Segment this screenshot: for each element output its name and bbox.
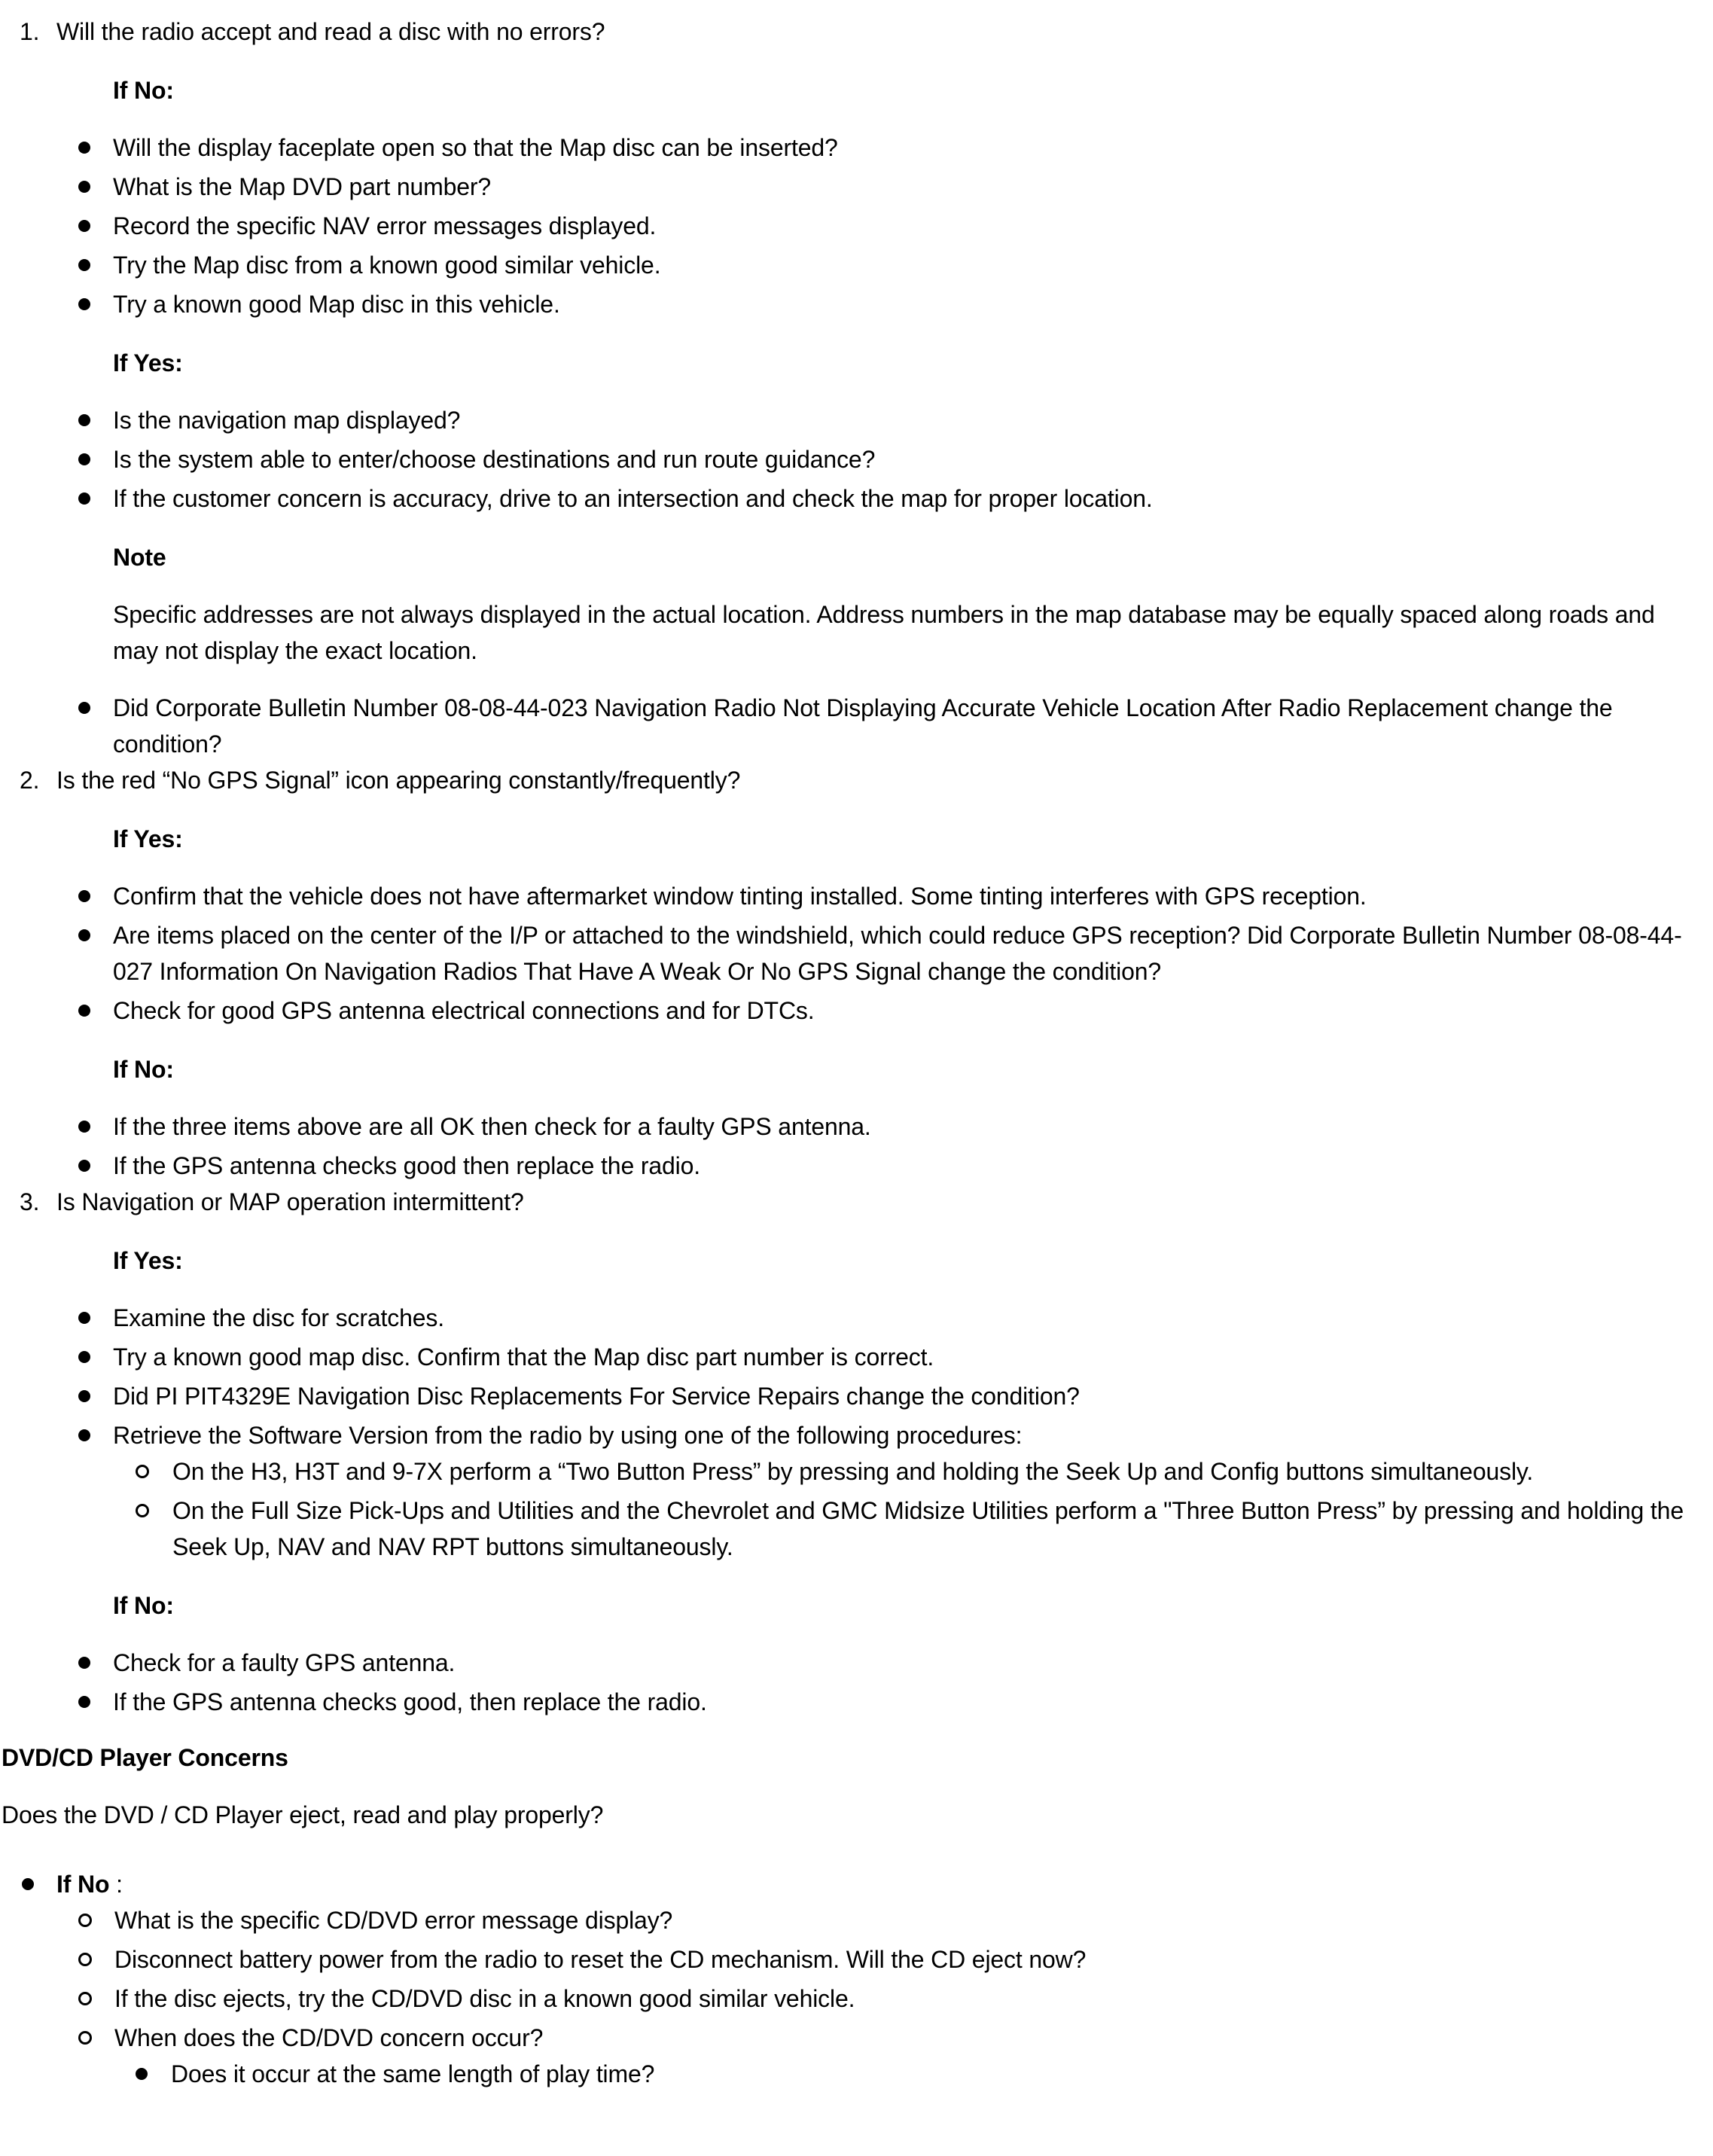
list-item-text: On the H3, H3T and 9-7X perform a “Two Button Press” by pressing and holding the Seek Up and Config buttons simultaneously. — [172, 1458, 1534, 1485]
bullet-list — [0, 1645, 1699, 1720]
disc-bullet-icon — [78, 890, 90, 902]
numbered-question — [0, 14, 1699, 50]
list-item — [0, 169, 1699, 205]
question-text: Will the radio accept and read a disc with no errors? — [56, 18, 605, 45]
list-item — [0, 2056, 1699, 2092]
list-item-text: Does it occur at the same length of play time? — [171, 2060, 655, 2087]
list-item-text: Confirm that the vehicle does not have aftermarket window tinting installed. Some tinting interferes with GPS reception. — [113, 883, 1367, 910]
list-item-text: Record the specific NAV error messages displayed. — [113, 212, 657, 239]
list-item-text: Try a known good map disc. Confirm that the Map disc part number is correct. — [113, 1343, 934, 1371]
bullet-list — [0, 1300, 1699, 1453]
disc-bullet-icon — [78, 1121, 90, 1133]
label-suffix: : — [109, 1871, 123, 1898]
list-item-text: Try the Map disc from a known good similar vehicle. — [113, 252, 661, 279]
list-item-text: Examine the disc for scratches. — [113, 1304, 444, 1331]
section-header: If Yes: — [113, 1247, 183, 1274]
bullet-list — [0, 1866, 1699, 1902]
list-item — [0, 1981, 1699, 2017]
disc-bullet-icon — [78, 702, 90, 714]
circle-bullet-icon — [78, 1914, 92, 1927]
circle-bullet-icon — [78, 1953, 92, 1966]
disc-bullet-icon — [78, 492, 90, 505]
circle-bullet-icon — [78, 1992, 92, 2005]
list-item — [0, 1902, 1699, 1938]
list-item — [0, 2020, 1699, 2056]
list-item-text: Will the display faceplate open so that the Map disc can be inserted? — [113, 134, 838, 161]
list-item-text: Did PI PIT4329E Navigation Disc Replacements For Service Repairs change the condition? — [113, 1383, 1080, 1410]
list-item — [0, 1417, 1699, 1453]
list-item-text: When does the CD/DVD concern occur? — [114, 2024, 544, 2051]
list-item-text: Is the navigation map displayed? — [113, 407, 461, 434]
disc-bullet-icon — [78, 259, 90, 271]
numbered-question — [0, 1184, 1699, 1220]
list-item — [0, 480, 1699, 517]
question-paragraph: Does the DVD / CD Player eject, read and play properly? — [2, 1801, 604, 1828]
list-item-text: Check for a faulty GPS antenna. — [113, 1649, 456, 1676]
list-item — [0, 1108, 1699, 1145]
list-item-text: Check for good GPS antenna electrical connections and for DTCs. — [113, 997, 815, 1024]
list-item — [0, 878, 1699, 914]
list-item — [0, 247, 1699, 283]
list-item — [0, 1493, 1699, 1565]
list-item-text: Retrieve the Software Version from the radio by using one of the following procedures: — [113, 1422, 1023, 1449]
list-item-text: If the GPS antenna checks good then replace the radio. — [113, 1152, 700, 1179]
note-paragraph: Specific addresses are not always displayed in the actual location. Address numbers in the map database may be equally spaced along roads and may not display the exact location. — [113, 601, 1655, 664]
bullet-list — [0, 1902, 1699, 2056]
section-header: If No: — [113, 1592, 174, 1619]
list-number: 1. — [20, 18, 40, 45]
disc-bullet-icon — [22, 1878, 34, 1890]
circle-bullet-icon — [136, 1465, 149, 1478]
disc-bullet-icon — [78, 453, 90, 465]
list-item — [0, 1300, 1699, 1336]
list-item — [0, 993, 1699, 1029]
bullet-list — [0, 1108, 1699, 1184]
disc-bullet-icon — [78, 1696, 90, 1708]
list-item-text: If the disc ejects, try the CD/DVD disc in a known good similar vehicle. — [114, 1985, 855, 2012]
numbered-question — [0, 762, 1699, 798]
disc-bullet-icon — [78, 298, 90, 310]
disc-bullet-icon — [78, 220, 90, 232]
bullet-list — [0, 1453, 1699, 1565]
list-item — [0, 1684, 1699, 1720]
question-text: Is Navigation or MAP operation intermittent? — [56, 1188, 524, 1215]
list-item-text: On the Full Size Pick-Ups and Utilities and the Chevrolet and GMC Midsize Utilities perform a "Three Button Press” by pressing and holding the Seek Up, NAV and NAV RPT buttons simultaneously. — [172, 1497, 1684, 1560]
list-item — [0, 402, 1699, 438]
list-item — [0, 1148, 1699, 1184]
list-item-text: If the customer concern is accuracy, drive to an intersection and check the map for proper location. — [113, 485, 1153, 512]
list-item-text: If the GPS antenna checks good, then replace the radio. — [113, 1688, 707, 1715]
disc-bullet-icon — [78, 1390, 90, 1402]
section-header: Note — [113, 544, 166, 571]
list-item-text: Did Corporate Bulletin Number 08-08-44-023 Navigation Radio Not Displaying Accurate Vehicle Location After Radio Replacement change the condition? — [113, 694, 1613, 758]
disc-bullet-icon — [78, 1429, 90, 1441]
disc-bullet-icon — [78, 1351, 90, 1363]
bold-label: If No — [56, 1871, 110, 1898]
list-item — [0, 208, 1699, 244]
list-item — [0, 1378, 1699, 1414]
list-item-text: What is the Map DVD part number? — [113, 173, 492, 200]
list-item — [0, 1866, 1699, 1902]
list-item-text: Try a known good Map disc in this vehicle. — [113, 291, 560, 318]
bullet-list — [0, 690, 1699, 762]
disc-bullet-icon — [78, 1657, 90, 1669]
list-item-text: Disconnect battery power from the radio to reset the CD mechanism. Will the CD eject now? — [114, 1946, 1087, 1973]
list-item-text: If the three items above are all OK then check for a faulty GPS antenna. — [113, 1113, 871, 1140]
section-header: If Yes: — [113, 825, 183, 852]
list-item — [0, 1645, 1699, 1681]
document-body — [0, 14, 1699, 2092]
list-item — [0, 130, 1699, 166]
disc-bullet-icon — [78, 1160, 90, 1172]
bullet-list — [0, 130, 1699, 322]
bullet-list — [0, 2056, 1699, 2092]
list-item-text: Is the system able to enter/choose destinations and run route guidance? — [113, 446, 876, 473]
circle-bullet-icon — [136, 1504, 149, 1517]
disc-bullet-icon — [78, 1312, 90, 1324]
circle-bullet-icon — [78, 2031, 92, 2045]
list-item — [0, 1941, 1699, 1978]
list-item — [0, 441, 1699, 477]
list-item-text: What is the specific CD/DVD error message display? — [114, 1907, 673, 1934]
section-header: If No: — [113, 1056, 174, 1083]
list-item-text: Are items placed on the center of the I/P or attached to the windshield, which could reduce GPS reception? Did Corporate Bulletin Number 08-08-44-027 Information On Navigation Radios That Have A Weak Or No GPS Signal change the condition? — [113, 922, 1682, 985]
disc-bullet-icon — [78, 414, 90, 426]
section-header: If No: — [113, 77, 174, 104]
list-item — [0, 690, 1699, 762]
disc-bullet-icon — [78, 181, 90, 193]
question-text: Is the red “No GPS Signal” icon appearing constantly/frequently? — [56, 767, 741, 794]
list-item — [0, 1339, 1699, 1375]
list-item — [0, 286, 1699, 322]
list-number: 3. — [20, 1188, 40, 1215]
disc-bullet-icon — [136, 2068, 148, 2080]
bullet-list — [0, 402, 1699, 517]
disc-bullet-icon — [78, 1005, 90, 1017]
disc-bullet-icon — [78, 142, 90, 154]
disc-bullet-icon — [78, 929, 90, 941]
list-item — [0, 917, 1699, 990]
list-item — [0, 1453, 1699, 1490]
section-title: DVD/CD Player Concerns — [2, 1744, 288, 1771]
list-item-text — [56, 1866, 1699, 1902]
bullet-list — [0, 878, 1699, 1029]
list-number: 2. — [20, 767, 40, 794]
section-header: If Yes: — [113, 349, 183, 377]
